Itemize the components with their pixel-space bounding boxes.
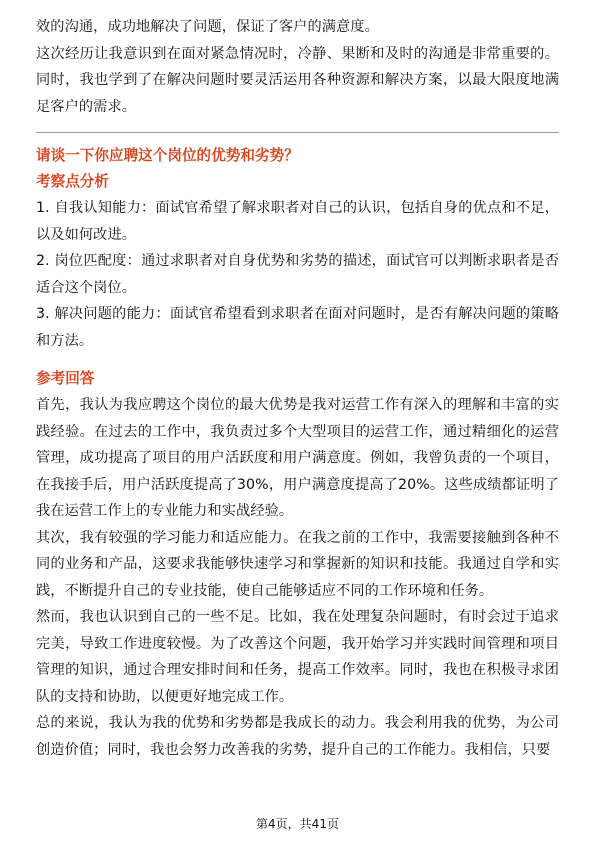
analysis-item: 3. 解决问题的能力：面试官希望看到求职者在面对问题时，是否有解决问题的策略和方法。 bbox=[36, 306, 559, 349]
answer-body bbox=[36, 392, 559, 763]
answer-paragraph: 其次，我有较强的学习能力和适应能力。在我之前的工作中，我需要接触到各种不同的业务和产品，这要求我能够快速学习和掌握新的知识和技能。我通过自学和实践，不断提升自己的专业技能，使自己能够适应不同的工作环境和任务。 bbox=[36, 529, 559, 599]
intro-paragraph: 效的沟通，成功地解决了问题，保证了客户的满意度。 bbox=[36, 19, 379, 35]
document-page bbox=[36, 14, 559, 763]
intro-section bbox=[36, 14, 559, 120]
question-heading: 请谈一下你应聘这个岗位的优势和劣势？ bbox=[36, 147, 299, 164]
intro-paragraph: 这次经历让我意识到在面对紧急情况时，冷静、果断和及时的沟通是非常重要的。同时，我也学到了在解决问题时要灵活运用各种资源和解决方案，以最大限度地满足客户的需求。 bbox=[36, 45, 559, 115]
analysis-item: 2. 岗位匹配度：通过求职者对自身优势和劣势的描述，面试官可以判断求职者是否适合这个岗位。 bbox=[36, 253, 559, 296]
answer-paragraph: 然而，我也认识到自己的一些不足。比如，我在处理复杂问题时，有时会过于追求完美，导致工作进度较慢。为了改善这个问题，我开始学习并实践时间管理和项目管理的知识，通过合理安排时间和任务，提高工作效率。同时，我也在积极寻求团队的支持和协助，以便更好地完成工作。 bbox=[36, 609, 559, 705]
answer-paragraph: 首先，我认为我应聘这个岗位的最大优势是我对运营工作有深入的理解和丰富的实践经验。在过去的工作中，我负责过多个大型项目的运营工作，通过精细化的运营管理，成功提高了项目的用户活跃度和用户满意度。例如，我曾负责的一个项目，在我接手后，用户活跃度提高了30%，用户满意度提高了20%。这些成绩都证明了我在运营工作上的专业能力和实战经验。 bbox=[36, 397, 559, 519]
analysis-heading: 考察点分析 bbox=[36, 173, 109, 190]
analysis-item: 1. 自我认知能力：面试官希望了解求职者对自己的认识，包括自身的优点和不足，以及如何改进。 bbox=[36, 200, 559, 243]
page-number: 第4页，共41页 bbox=[256, 817, 339, 831]
answer-paragraph: 总的来说，我认为我的优势和劣势都是我成长的动力。我会利用我的优势，为公司创造价值；同时，我也会努力改善我的劣势，提升自己的工作能力。我相信，只要 bbox=[36, 715, 559, 758]
section-divider bbox=[36, 132, 559, 133]
answer-heading: 参考回答 bbox=[36, 370, 95, 387]
analysis-list bbox=[36, 195, 559, 354]
